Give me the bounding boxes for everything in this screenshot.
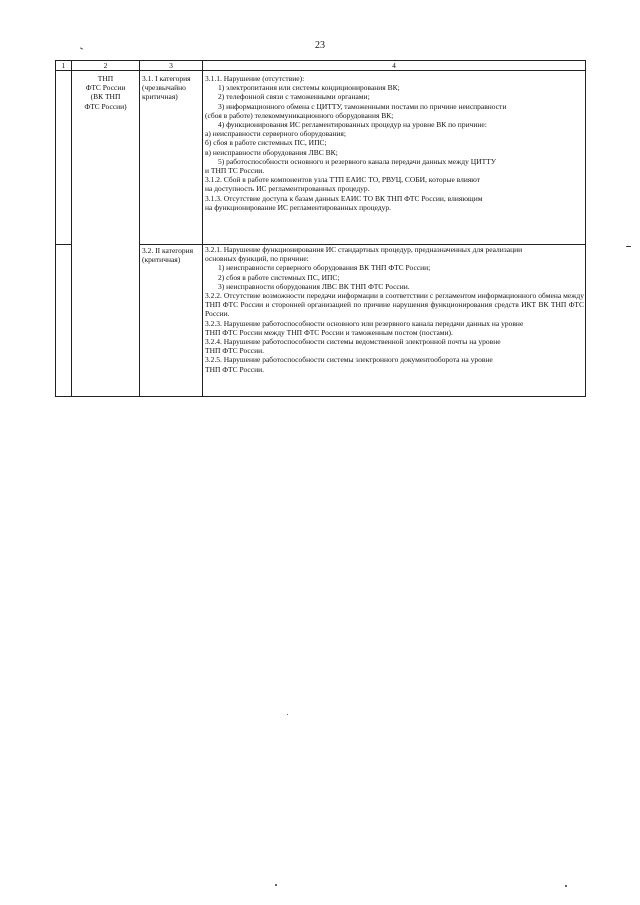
description-line: 3) информационного обмена с ЦИТТУ, таможенными постами по причине неисправности [218,101,507,111]
object-line: (ВК ТНП [90,92,121,102]
description-line: 2) телефонной связи с таможенными органами; [218,92,370,102]
category-line: (критичная) [142,255,181,265]
description-line: 3.2.5. Нарушение работоспособности системы электронного документооборота на уровне [205,355,493,365]
scan-speck [626,246,631,247]
description-line: и ТНП ТС России. [205,166,265,176]
description-line: ТНП ФТС России между ТНП ФТС России и таможенным постом (постами). [205,327,453,337]
object-line: ФТС России) [84,101,127,111]
category-cell [140,71,203,245]
description-line: 3.2.3. Нарушение работоспособности основного или резервного канала передачи данных на уровне [205,318,524,328]
table-header-row [56,61,586,71]
description-cell [203,245,586,397]
description-line: б) сбоя в работе системных ПС, ИПС; [205,138,327,148]
number-cell [56,71,72,245]
column-header: 1 [56,61,72,71]
number-cell [56,245,72,397]
description-line: на доступность ИС регламентированных процедур. [205,184,370,194]
category-line: 3.2. II категория [142,246,194,255]
category-line: критичная) [142,92,178,102]
category-cell [140,245,203,397]
column-header: 2 [72,61,140,71]
page-number: 23 [315,40,325,51]
object-line: ФТС России [85,83,126,93]
description-line: 1) неисправности серверного оборудования ВК ТНП ФТС России; [218,263,431,273]
column-header: 4 [203,61,586,71]
description-line: 2) сбоя в работе системных ПС, ИПС; [218,272,340,282]
description-line: основных функций, по причине: [205,254,309,264]
scan-speck [565,885,567,887]
description-line: ТНП ФТС России. [205,346,264,356]
category-line: (чрезвычайно [142,83,186,93]
object-line: ТНП [97,74,114,83]
description-line: ТНП ФТС России. [205,364,264,374]
description-line: в) неисправности оборудования ЛВС ВК; [205,147,338,157]
description-line: 3.2.4. Нарушение работоспособности системы ведомственной электронной почты на уровне [205,337,501,347]
incident-category-table [55,60,586,397]
description-line: 3.2.1. Нарушение функционирования ИС стандартных процедур, предназначенных для реализации [205,245,523,254]
description-line: (сбоя в работе) телекоммуникационного оборудования ВК; [205,110,394,120]
object-cell [72,71,140,397]
description-line: 3.1.2. Сбой в работе компонентов узла ТТП ЕАИС ТО, РВУЦ, СОБИ, которые влияют [205,175,481,185]
description-line: 3) неисправности оборудования ЛВС ВК ТНП ФТС России. [218,281,410,291]
scan-speck [275,884,277,886]
description-line: 1) электропитания или системы кондиционирования ВК; [218,83,400,93]
description-line: 3.1.1. Нарушение (отсутствие): [205,74,305,83]
description-line: 3.2.2. Отсутствие возможности передачи информации в соответствии с регламентом информационного обмена между ТНП ФТС России и сторонней организацией по причине нарушения функционирования средств ИКТ ВК ТНП ФТС России. [205,291,584,319]
description-line: на функционирование ИС регламентированных процедур. [205,202,392,212]
description-line: а) неисправности серверного оборудования; [205,129,346,139]
description-line: 4) функционирования ИС регламентированных процедур на уровне ВК по причине: [218,120,487,130]
category-line: 3.1. I категория [142,74,191,83]
description-line: 3.1.3. Отсутствие доступа к базам данных ЕАИС ТО ВК ТНП ФТС России, влияющим [205,193,483,203]
description-cell [203,71,586,245]
scan-speck [287,714,288,715]
table-row [56,71,586,245]
description-line: 5) работоспособности основного и резервного канала передачи данных между ЦИТТУ [218,156,497,166]
column-header: 3 [140,61,203,71]
